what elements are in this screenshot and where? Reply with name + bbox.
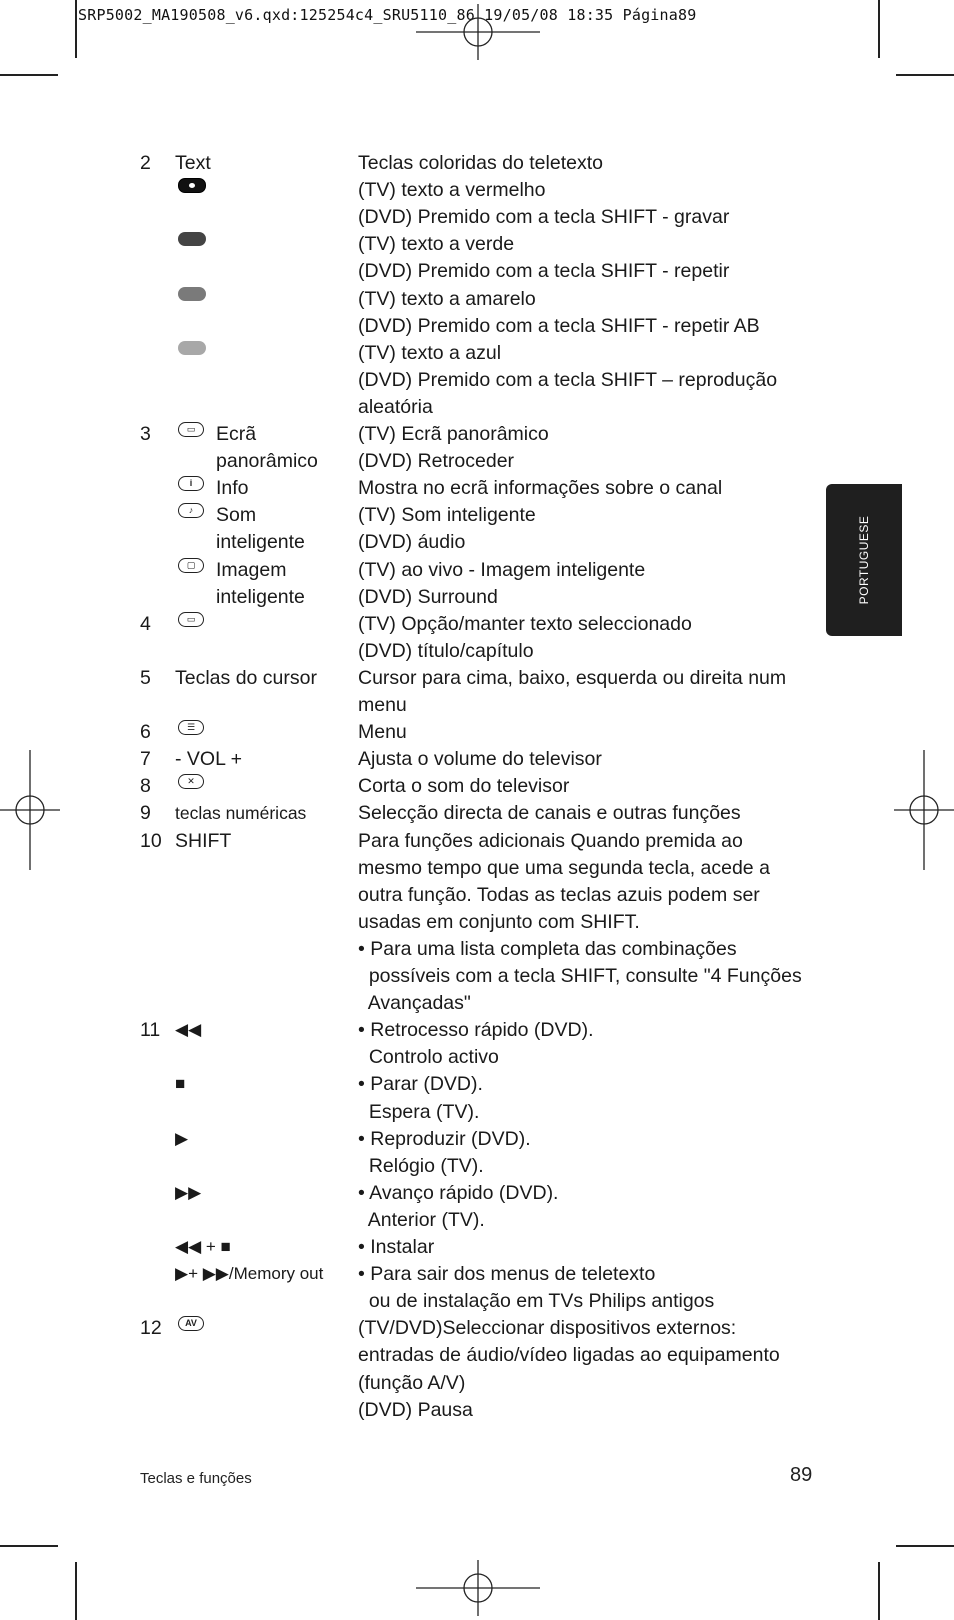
function-description: Controlo activo xyxy=(358,1046,499,1069)
crop-mark xyxy=(896,1545,954,1547)
function-row xyxy=(0,449,954,475)
function-row xyxy=(0,1262,954,1288)
function-description: (DVD) Pausa xyxy=(358,1398,473,1421)
key-label: Teclas do cursor xyxy=(175,666,317,689)
item-number: 10 xyxy=(140,829,162,852)
function-description: (DVD) Premido com a tecla SHIFT - repetir xyxy=(358,260,730,283)
function-description: (DVD) Premido com a tecla SHIFT – reprodução xyxy=(358,368,778,391)
crop-mark xyxy=(878,1562,880,1620)
function-description: Espera (TV). xyxy=(358,1100,480,1123)
function-row xyxy=(0,422,954,448)
function-description: • Para sair dos menus de teletexto xyxy=(358,1263,656,1286)
item-number: 9 xyxy=(140,802,151,825)
function-row xyxy=(0,1045,954,1071)
function-row xyxy=(0,883,954,909)
function-row xyxy=(0,585,954,611)
function-description: Cursor para cima, baixo, esquerda ou direita num xyxy=(358,666,787,689)
function-row xyxy=(0,205,954,231)
key-label: Som xyxy=(216,504,257,527)
sound-icon: ♪ xyxy=(178,503,208,527)
item-number: 7 xyxy=(140,748,151,771)
crop-mark xyxy=(896,74,954,76)
registration-mark-bottom xyxy=(416,1560,540,1616)
item-number: 11 xyxy=(140,1019,161,1042)
hold-icon: ▭ xyxy=(178,612,208,636)
function-row xyxy=(0,666,954,692)
function-row xyxy=(0,1398,954,1424)
function-description: Avançadas" xyxy=(358,992,471,1015)
function-row xyxy=(0,1289,954,1315)
function-row xyxy=(0,368,954,394)
function-row xyxy=(0,1154,954,1180)
function-row xyxy=(0,991,954,1017)
key-label: ▶ xyxy=(175,1128,189,1148)
function-row xyxy=(0,1371,954,1397)
function-row xyxy=(0,151,954,177)
function-row xyxy=(0,1208,954,1234)
item-number: 4 xyxy=(140,612,151,635)
crop-mark xyxy=(0,74,58,76)
function-row xyxy=(0,1072,954,1098)
key-label: panorâmico xyxy=(216,450,318,473)
red-key-icon xyxy=(178,178,208,202)
function-description: • Instalar xyxy=(358,1236,435,1258)
function-row xyxy=(0,178,954,204)
function-description: ou de instalação em TVs Philips antigos xyxy=(358,1290,715,1313)
function-description: Anterior (TV). xyxy=(358,1208,485,1231)
function-row xyxy=(0,503,954,529)
key-label: inteligente xyxy=(216,531,305,554)
key-label: inteligente xyxy=(216,585,305,608)
mute-icon: ✕ xyxy=(178,774,208,798)
function-row xyxy=(0,341,954,367)
key-label: - VOL + xyxy=(175,748,243,771)
function-description: aleatória xyxy=(358,395,433,418)
item-number: 2 xyxy=(140,152,151,174)
function-row xyxy=(0,1316,954,1342)
function-description: (TV) texto a azul xyxy=(358,341,502,364)
function-description: • Retrocesso rápido (DVD). xyxy=(358,1019,594,1042)
function-description: (TV) Ecrã panorâmico xyxy=(358,423,549,445)
crop-mark xyxy=(0,1545,58,1547)
blue-key-icon xyxy=(178,341,208,365)
item-number: 8 xyxy=(140,775,151,798)
function-description: Mostra no ecrã informações sobre o canal xyxy=(358,477,723,500)
function-description: (função A/V) xyxy=(358,1371,466,1394)
function-description: Ajusta o volume do televisor xyxy=(358,748,602,771)
key-label: ◀◀ xyxy=(175,1020,202,1040)
key-label: ▶▶ xyxy=(175,1182,202,1202)
crop-mark xyxy=(75,1562,77,1620)
function-row xyxy=(0,1127,954,1153)
function-description: Para funções adicionais Quando premida ao xyxy=(358,829,743,852)
function-description: • Parar (DVD). xyxy=(358,1073,483,1096)
yellow-key-icon xyxy=(178,287,208,311)
function-description: mesmo tempo que uma segunda tecla, acede a xyxy=(358,856,770,879)
function-description: menu xyxy=(358,694,407,716)
key-label: teclas numéricas xyxy=(175,803,307,824)
function-row xyxy=(0,259,954,285)
registration-mark-top xyxy=(416,4,540,60)
function-row xyxy=(0,856,954,882)
function-row xyxy=(0,1235,954,1261)
function-row xyxy=(0,530,954,556)
green-key-icon xyxy=(178,232,208,256)
function-row xyxy=(0,1018,954,1044)
function-row xyxy=(0,287,954,313)
item-number: 3 xyxy=(140,423,151,445)
widescreen-icon: ▭ xyxy=(178,422,208,446)
menu-icon: ☰ xyxy=(178,720,208,744)
function-description: (TV) texto a vermelho xyxy=(358,179,546,202)
function-row xyxy=(0,558,954,584)
av-icon: AV xyxy=(178,1316,208,1340)
function-description: (TV) ao vivo - Imagem inteligente xyxy=(358,558,646,581)
function-row xyxy=(0,1100,954,1126)
function-row xyxy=(0,639,954,665)
function-description: Relógio (TV). xyxy=(358,1154,484,1177)
function-row xyxy=(0,476,954,502)
function-row xyxy=(0,937,954,963)
function-description: Menu xyxy=(358,721,407,744)
function-row xyxy=(0,693,954,719)
function-description: (DVD) Retroceder xyxy=(358,450,515,473)
function-row xyxy=(0,1343,954,1369)
function-description: (DVD) áudio xyxy=(358,531,466,554)
key-label: ■ xyxy=(175,1074,186,1094)
function-row xyxy=(0,1181,954,1207)
function-description: (DVD) Premido com a tecla SHIFT - repetir AB xyxy=(358,314,760,337)
function-row xyxy=(0,774,954,800)
function-description: • Avanço rápido (DVD). xyxy=(358,1181,559,1204)
item-number: 6 xyxy=(140,721,151,744)
function-row xyxy=(0,964,954,990)
key-label: ▶+ ▶▶/Memory out xyxy=(175,1264,324,1284)
function-description: (TV) texto a verde xyxy=(358,233,515,256)
info-icon: i xyxy=(178,476,208,500)
key-label: Text xyxy=(175,152,211,174)
function-description: • Reproduzir (DVD). xyxy=(358,1127,531,1150)
language-tab-label: PORTUGUESE xyxy=(857,515,871,605)
crop-mark xyxy=(75,0,77,58)
key-label: Imagem xyxy=(216,558,287,581)
function-row xyxy=(0,232,954,258)
function-row xyxy=(0,314,954,340)
function-description: outra função. Todas as teclas azuis podem ser xyxy=(358,883,760,906)
function-description: (TV) Opção/manter texto seleccionado xyxy=(358,612,692,635)
function-description: (DVD) Premido com a tecla SHIFT - gravar xyxy=(358,206,730,229)
crop-mark xyxy=(878,0,880,58)
slug-line: SRP5002_MA190508_v6.qxd:125254c4_SRU5110_86 19/05/08 18:35 Página89 xyxy=(78,6,697,24)
function-description: entradas de áudio/vídeo ligadas ao equipamento xyxy=(358,1344,780,1367)
function-description: Teclas coloridas do teletexto xyxy=(358,152,603,174)
function-description: Selecção directa de canais e outras funções xyxy=(358,802,741,825)
footer-section-title: Teclas e funções xyxy=(140,1470,252,1487)
function-row xyxy=(0,829,954,855)
item-number: 5 xyxy=(140,666,151,689)
function-row xyxy=(0,910,954,936)
item-number: 12 xyxy=(140,1317,162,1340)
function-row xyxy=(0,612,954,638)
key-label: Ecrã xyxy=(216,423,257,445)
function-description: (TV) texto a amarelo xyxy=(358,287,536,310)
function-row xyxy=(0,747,954,773)
key-label: ◀◀ + ■ xyxy=(175,1237,231,1256)
function-row xyxy=(0,395,954,421)
function-description: usadas em conjunto com SHIFT. xyxy=(358,910,640,933)
function-description: (TV) Som inteligente xyxy=(358,504,536,527)
function-description: (DVD) Surround xyxy=(358,585,498,608)
page-number: 89 xyxy=(790,1464,813,1486)
picture-icon: ▢ xyxy=(178,558,208,582)
function-description: possíveis com a tecla SHIFT, consulte "4 Funções xyxy=(358,965,802,987)
function-description: Corta o som do televisor xyxy=(358,775,570,798)
key-label: Info xyxy=(216,477,249,500)
function-row xyxy=(0,720,954,746)
function-description: • Para uma lista completa das combinações xyxy=(358,937,737,960)
key-label: SHIFT xyxy=(175,829,232,852)
function-description: (DVD) título/capítulo xyxy=(358,639,534,662)
function-row xyxy=(0,801,954,827)
function-description: (TV/DVD)Seleccionar dispositivos externos: xyxy=(358,1317,737,1340)
